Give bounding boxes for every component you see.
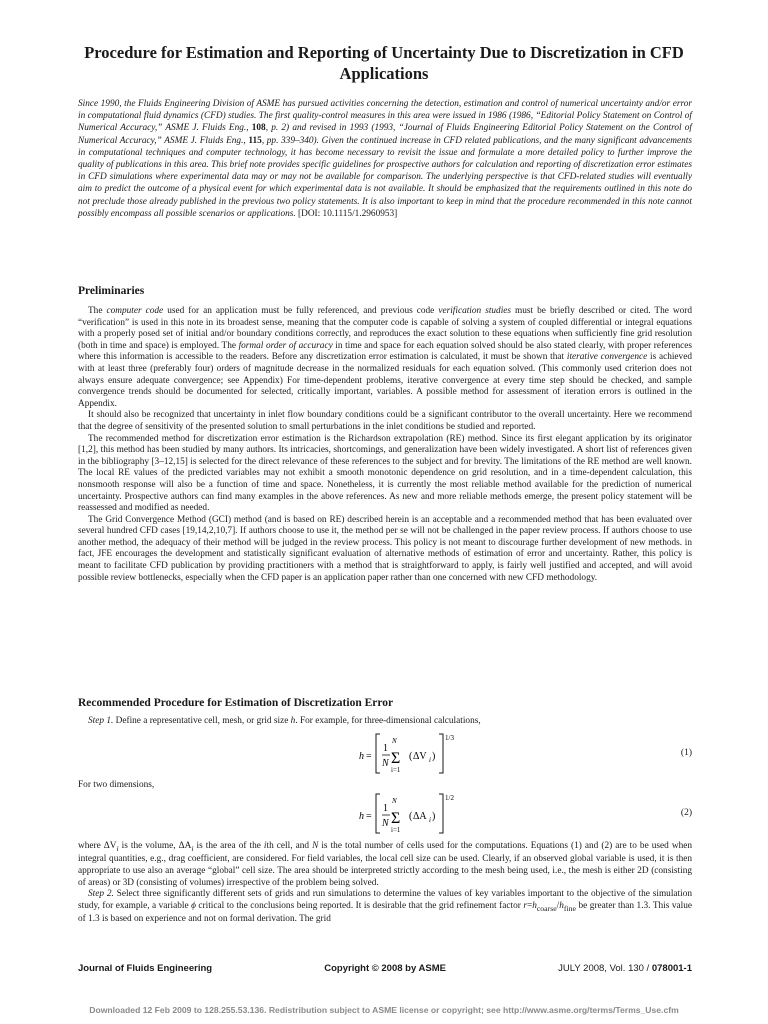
eq2-sum-lower: i=1 [391, 826, 401, 834]
equation-1 [78, 730, 692, 780]
eq1-lhs: h [359, 751, 364, 762]
term-verification-studies: verification studies [438, 306, 512, 316]
text-run: Define a representative cell, mesh, or grid size [113, 716, 291, 726]
term-formal-order-of-accuracy: formal order of accuracy [238, 340, 333, 351]
term-iterative-convergence: iterative convergence [566, 352, 648, 363]
equation-1-graphic [78, 730, 692, 780]
section-heading-recommended-procedure: Recommended Procedure for Estimation of Discretization Error [78, 697, 394, 709]
eq2-term-sub: i [429, 816, 431, 824]
footer-journal: Journal of Fluids Engineering [78, 963, 213, 974]
footer-date: JULY 2008, Vol. 130 / [558, 963, 652, 974]
equation-2-number: (2) [680, 808, 692, 818]
abstract-volume-2: 115 [248, 135, 262, 146]
symbol-n: N [312, 841, 319, 851]
eq1-paren-close: ) [432, 751, 436, 762]
preliminaries-body [78, 306, 692, 584]
equation-2 [78, 790, 692, 840]
text-run: Select three significantly different sets of grids and run simulations to determine the values of key variables important to the objective of the simulation study, for example, a variable [78, 889, 692, 911]
eq1-frac-den: N [382, 758, 389, 769]
footer-copyright: Copyright © 2008 by ASME [324, 963, 446, 974]
eq1-term-sub: i [429, 756, 431, 764]
abstract-text-3: , pp. 339–340). Given the continued increase in CFD related publications, and the many significant advancements in computational techniques and computer technology, it has become necessary to revisit the issue and formulate a more detailed policy to further improve the quality of publications in this area. This brief note provides specific guidelines for prospective authors for calculation and reporting of discretization error estimates in CFD simulations where experimental data may or may not be available for comparison. The underlying perspective is that CFD-related studies will eventually aim to predict the outcome of a physical event for which experimental data is not available. It should be emphasized that the requirements outlined in this note do not preclude those already published in the previous two policy statements. It is also important to keep in mind that the procedure recommended in this note cannot possibly encompass all possible scenarios or applications. [78, 135, 692, 219]
text-run: is achieved with at least three (preferably four) orders of magnitude decrease in the normalized residuals for each equation solved. (This commonly used criterion does not always ensure adequate convergence; see Appendix) For time-dependent problems, iterative convergence at every time step should be checked, and sample convergence trends should be documented for selected, critically important, variables. A possible method for assessment of iteration errors is outlined in the Appendix. [78, 352, 692, 409]
section-heading-preliminaries: Preliminaries [78, 285, 145, 297]
paper-title: Procedure for Estimation and Reporting of Uncertainty Due to Discretization in CFD Applications [84, 43, 684, 83]
footer-issue [558, 963, 692, 974]
text-run: must be briefly described or cited. The word “verification” is used in this note in its broadest sense, meaning that the computer code is capable of solving a system of coupled differential or integral equations with a properly posed set of initial and/or boundary conditions correctly, and reproduces the exact solution to these equations when sufficiently fine grid resolution (both in time and space) is employed. The [78, 306, 692, 351]
text-run: in time and space for each equation solved should be also stated clearly, with proper references where this information is accessible to the readers. Before any discretization error estimation is calculated, it must be shown that [78, 340, 692, 363]
text-run: is the area of the [193, 841, 264, 851]
where-paragraph [78, 841, 692, 889]
eq1-left-bracket [376, 734, 380, 773]
equation-2-graphic [78, 790, 692, 840]
prelim-paragraph-1 [78, 306, 692, 410]
eq1-paren-open: ( [409, 751, 413, 762]
abstract-doi: [DOI: 10.1115/1.2960953] [298, 208, 398, 219]
eq1-equals: = [366, 751, 372, 762]
eq2-paren-close: ) [432, 811, 436, 822]
eq2-right-bracket [439, 794, 443, 833]
two-dimensions-line: For two dimensions, [78, 780, 155, 790]
step2-label: Step 2. [88, 889, 114, 900]
symbol-equals: = [526, 900, 533, 911]
text-run: critical to the conclusions being reported. It is desirable that the grid refinement factor [195, 900, 524, 911]
step1-text [78, 716, 692, 728]
text-run: is the volume, [118, 841, 179, 851]
eq2-sum-upper: N [392, 797, 397, 805]
symbol-slash: / [556, 900, 560, 911]
symbol-delta-v: ΔV [103, 841, 117, 851]
eq1-sum-upper: N [392, 737, 397, 745]
eq1-sum-sign: Σ [391, 750, 401, 767]
text-run: be greater than 1.3. This value of 1.3 is based on experience and not on formal derivation. The grid [78, 900, 692, 925]
eq2-equals: = [366, 811, 372, 822]
page-footer [78, 963, 692, 974]
eq1-frac-num: 1 [383, 743, 388, 754]
eq2-exponent: 1/2 [445, 794, 454, 802]
subscript-fine: fine [563, 903, 576, 913]
text-run: th cell, and [266, 841, 313, 851]
step1-label: Step 1. [88, 716, 114, 726]
subscript-i: i [191, 843, 194, 853]
text-run: . For example, for three-dimensional calculations, [295, 716, 481, 726]
eq1-exponent: 1/3 [445, 734, 454, 742]
abstract [78, 98, 692, 220]
abstract-volume-1: 108 [251, 123, 266, 134]
symbol-delta-a: ΔA [178, 841, 192, 851]
step1-paragraph [78, 716, 692, 728]
footer-page-id: 078001-1 [651, 963, 692, 974]
symbol-h-coarse: h [532, 900, 537, 911]
eq1-sum-lower: i=1 [391, 766, 401, 774]
term-computer-code: computer code [106, 306, 164, 316]
eq2-left-bracket [376, 794, 380, 833]
abstract-text-2: , p. 2) and revised in 1993 (1993, “Journal of Fluids Engineering Editorial Policy Statement on the Control of Numerical Accuracy,” ASME J. Fluids Eng., [78, 123, 693, 146]
symbol-r: r [523, 900, 527, 911]
equation-1-number: (1) [680, 748, 692, 758]
symbol-h: h [290, 716, 296, 726]
eq1-term: ΔV [413, 751, 427, 762]
symbol-phi: ϕ [191, 900, 196, 911]
symbol-i: i [263, 841, 267, 851]
eq2-paren-open: ( [409, 811, 413, 822]
text-run: used for an application must be fully referenced, and previous code [163, 306, 439, 316]
subscript-i: i [116, 843, 119, 853]
eq2-frac-den: N [382, 818, 389, 829]
prelim-paragraph-4: The Grid Convergence Method (GCI) method (and is based on RE) described herein is an acceptable and a recommended method that has been evaluated over several hundred CFD cases [19,14,2,10,7]. If authors choose to use it, the method per se will not be challenged in the paper review process. If authors choose to use another method, the adequacy of their method will be judged in the review process. This policy is not meant to discourage further development of new methods. in fact, JFE encourages the development and statistically significant evaluation of alternative methods of estimation of error and uncertainty. Rather, this policy is meant to facilitate CFD publication by providing practitioners with a method that is straightforward to apply, is fairly well justified and accepted, and will avoid possible review bottlenecks, especially when the CFD paper is an application paper rather than one concerned with new CFD methodology. [78, 514, 692, 583]
symbol-h-fine: h [559, 900, 564, 911]
text-run: The [88, 306, 107, 316]
eq2-term: ΔA [413, 811, 427, 822]
text-run: is the total number of cells used for the computations. Equations (1) and (2) are to be used when integral quantities, e.g., drag coefficient, are considered. For field variables, the local cell size can be used. Clearly, if an observed global variable is used, it is then appropriate to use also an average “global” cell size. The area should be interpreted strictly according to the mesh being used, i.e., the mesh is either 2D (consisting of areas) or 3D (consisting of volumes) irrespective of the problem being solved. [78, 841, 692, 888]
subscript-coarse: coarse [536, 903, 557, 913]
download-notice: Downloaded 12 Feb 2009 to 128.255.53.136. Redistribution subject to ASME license or copyright; see http://www.asme.org/terms/Terms_Use.cfm [89, 1005, 679, 1015]
prelim-paragraph-3: The recommended method for discretization error estimation is the Richardson extrapolation (RE) method. Since its first elegant application by its originator [1,2], this method has been studied by many authors. Its intricacies, shortcomings, and generalization have been widely investigated. A short list of references given in the bibliography [3–12,15] is selected for the direct relevance of these references to the subject and for brevity. The limitations of the RE method are well known. The local RE values of the predicted variables may not exhibit a smooth monotonic dependence on grid resolution, and in a time-dependent calculation, this nonsmooth response will also be a function of time and space. Nonetheless, it is currently the most reliable method available for the prediction of numerical uncertainty. Prospective authors can find many examples in the above references. As new and more reliable methods emerge, the present policy statement will be reassessed and modified as needed. [78, 433, 692, 514]
eq2-lhs: h [359, 811, 364, 822]
abstract-text-1: Since 1990, the Fluids Engineering Division of ASME has pursued activities concerning the detection, estimation and control of numerical uncertainty and/or error in computational fluid dynamics (CFD) studies. The first quality-control measures in this area were issued in 1986 (1986, “Editorial Policy Statement on Control of Numerical Accuracy,” ASME J. Fluids Eng., [78, 99, 692, 134]
definitions-body [78, 841, 692, 926]
eq2-frac-num: 1 [383, 803, 388, 814]
prelim-paragraph-2: It should also be recognized that uncertainty in inlet flow boundary conditions could be a significant contributor to the overall uncertainty. Here we recommend that the degree of sensitivity of the presented solution to small perturbations in the inlet conditions be studied and reported. [78, 410, 692, 432]
text-run: where [78, 841, 104, 851]
eq2-sum-sign: Σ [391, 810, 401, 827]
eq1-right-bracket [439, 734, 443, 773]
step2-paragraph [78, 889, 692, 926]
